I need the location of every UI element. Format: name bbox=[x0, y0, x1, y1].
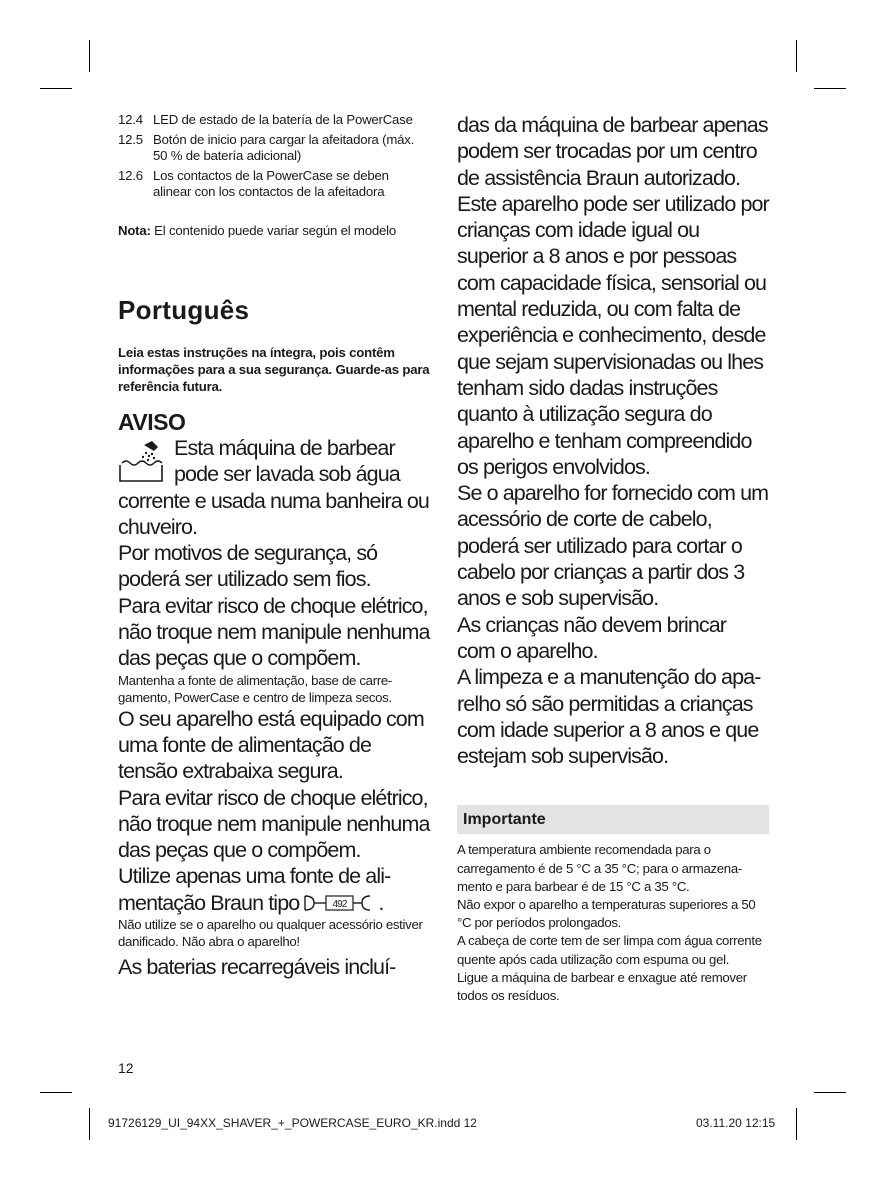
list-item bbox=[118, 168, 430, 201]
warning-body bbox=[118, 435, 430, 980]
power-supply-end: . bbox=[378, 890, 384, 915]
shock-paragraph-2: Para evitar risco de choque elétrico, não troque nem manipule nenhuma das peças que o compõem. bbox=[118, 785, 430, 863]
crop-mark bbox=[40, 1092, 72, 1093]
list-text: Los contactos de la PowerCase se deben alinear con los contactos de la afeitadora bbox=[153, 167, 389, 199]
no-play-paragraph: As crianças não devem brincar com o aparelho. bbox=[457, 612, 727, 663]
hair-cutter-paragraph: Se o aparelho for fornecido com um acessório de corte de cabelo, poderá ser utilizado para cortar o cabelo por crianças a partir dos 3 anos e sob supervisão. bbox=[457, 481, 769, 611]
note-text: El contenido puede variar según el modelo bbox=[150, 222, 396, 238]
list-text: LED de estado de la batería de la PowerCase bbox=[153, 112, 413, 127]
list-item bbox=[118, 132, 430, 165]
right-column bbox=[457, 112, 769, 1005]
content-note bbox=[118, 223, 430, 240]
list-item bbox=[118, 112, 430, 129]
section-heading-portuguese: Português bbox=[118, 295, 250, 325]
power-supply-text: Utilize apenas uma fonte de alimentação Braun tipo bbox=[118, 864, 392, 915]
note-label: Nota: bbox=[118, 222, 151, 238]
footer-date: 03.11.20 12:15 bbox=[696, 1116, 776, 1130]
left-column bbox=[118, 112, 430, 980]
warning-heading: AVISO bbox=[118, 409, 186, 435]
battery-continued: das da máquina de barbear apenas podem ser trocadas por um centro de assistência Braun autorizado. bbox=[457, 113, 768, 190]
cleaning-paragraph: A limpeza e a manutenção do aparelho só são permitidas a crianças com idade superior a 8 anos e que estejam sob supervisão. bbox=[457, 665, 762, 769]
list-text: Botón de inicio para cargar la afeitadora (máx. 50 % de batería adicional) bbox=[153, 131, 415, 163]
footer-filename: 91726129_UI_94XX_SHAVER_+_POWERCASE_EURO_KR.indd 12 bbox=[108, 1116, 477, 1130]
important-text bbox=[457, 841, 769, 1005]
washable-text: Esta máquina de barbear pode ser lavada sob água corrente e usada numa banheira ou chuveiro. bbox=[118, 436, 429, 539]
crop-mark bbox=[796, 40, 797, 72]
crop-mark bbox=[796, 1108, 797, 1140]
crop-mark bbox=[814, 1092, 846, 1093]
right-body bbox=[457, 112, 769, 769]
shower-water-icon bbox=[118, 439, 164, 483]
important-line: Não expor o aparelho a temperaturas superiores a 50 °C por períodos prolongados. bbox=[457, 897, 756, 931]
intro-text: Leia estas instruções na íntegra, pois contêm informações para a sua segurança. Guarde-as para referência futura. bbox=[118, 345, 430, 394]
plug-type-label: 492 bbox=[332, 898, 347, 910]
shock-paragraph: Para evitar risco de choque elétrico, não troque nem manipule nenhuma das peças que o compõem. bbox=[118, 593, 430, 671]
crop-mark bbox=[814, 88, 846, 89]
power-supply-paragraph bbox=[118, 863, 430, 916]
important-line: A temperatura ambiente recomendada para o carregamento é de 5 °C a 35 °C; para o armazenamento e para barbear é de 15 °C a 35 °C. bbox=[457, 842, 743, 894]
list-number: 12.6 bbox=[118, 167, 143, 183]
list-number: 12.4 bbox=[118, 112, 143, 127]
spanish-parts-list bbox=[118, 112, 430, 201]
damage-note: Não utilize se o aparelho ou qualquer acessório estiver danificado. Não abra o aparelho! bbox=[118, 917, 423, 950]
important-line: Ligue a máquina de barbear e enxague até remover todos os resíduos. bbox=[457, 969, 747, 1004]
important-line: A cabeça de corte tem de ser limpa com água corrente quente após cada utilização com espuma ou gel. bbox=[457, 933, 762, 967]
plug-type-icon bbox=[304, 893, 378, 913]
crop-mark bbox=[89, 40, 90, 72]
important-heading: Importante bbox=[457, 805, 769, 834]
cordless-paragraph: Por motivos de segurança, só poderá ser utilizado sem fios. bbox=[118, 541, 378, 592]
crop-mark bbox=[89, 1108, 90, 1140]
crop-mark bbox=[40, 88, 72, 89]
voltage-paragraph: O seu aparelho está equipado com uma fonte de alimentação de tensão extrabaixa segura. bbox=[118, 706, 424, 784]
list-number: 12.5 bbox=[118, 131, 143, 147]
washable-paragraph bbox=[118, 435, 430, 540]
children-paragraph: Este aparelho pode ser utilizado por crianças com idade igual ou superior a 8 anos e por pessoas com capacidade física, sensorial ou mental reduzida, ou com falta de experiência e conhecimento, desde que sejam supervisionadas ou lhes tenham sido dadas instruções quanto à utilização segura do aparelho e tenham compreendido os perigos envolvidos. bbox=[457, 191, 769, 479]
page-number: 12 bbox=[118, 1060, 134, 1076]
keep-dry-note: Mantenha a fonte de alimentação, base de carregamento, PowerCase e centro de limpeza secos. bbox=[118, 672, 393, 705]
battery-paragraph: As baterias recarregáveis incluí- bbox=[118, 955, 396, 980]
